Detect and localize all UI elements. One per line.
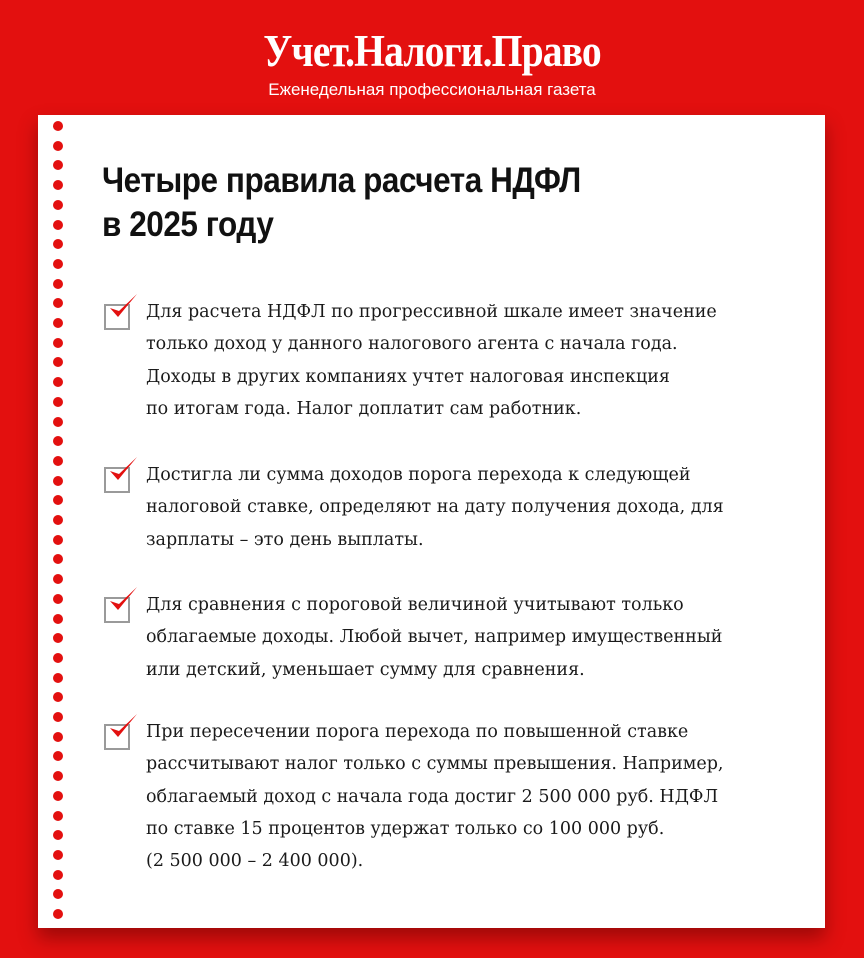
binder-hole: [53, 751, 63, 761]
binder-hole: [53, 279, 63, 289]
binder-hole: [53, 220, 63, 230]
binder-hole: [53, 732, 63, 742]
binder-hole: [53, 870, 63, 880]
rule-text: При пересечении порога перехода по повышенной ставке рассчитывают налог только с суммы превышения. Например, облагаемый доход с начала года достиг 2 500 000 руб. НДФЛ по ставке 15 процентов удержат только со 100 000 руб. (2 500 000 – 2 400 000).: [146, 722, 724, 872]
checkmark-icon: [106, 290, 140, 324]
binder-hole: [53, 554, 63, 564]
rule-text: Для сравнения с пороговой величиной учитывают только облагаемые доходы. Любой вычет, например имущественный или детский, уменьшает сумму для сравнения.: [146, 595, 723, 680]
brand-subtitle: Еженедельная профессиональная газета: [268, 80, 596, 99]
binder-holes: [53, 121, 63, 921]
notepad-sheet: [38, 115, 825, 928]
page-title-line-1: Четыре правила расчета НДФЛ: [102, 161, 581, 200]
page-title-line-2: в 2025 году: [102, 205, 274, 244]
binder-hole: [53, 456, 63, 466]
binder-hole: [53, 692, 63, 702]
binder-hole: [53, 417, 63, 427]
binder-hole: [53, 673, 63, 683]
binder-hole: [53, 495, 63, 505]
binder-hole: [53, 298, 63, 308]
binder-hole: [53, 515, 63, 525]
binder-hole: [53, 653, 63, 663]
binder-hole: [53, 239, 63, 249]
binder-hole: [53, 121, 63, 131]
brand-logo-title: Учет.Налоги.Право: [263, 26, 601, 76]
binder-hole: [53, 476, 63, 486]
binder-hole: [53, 397, 63, 407]
binder-hole: [53, 357, 63, 367]
checkmark-icon: [106, 583, 140, 617]
binder-hole: [53, 909, 63, 919]
binder-hole: [53, 712, 63, 722]
binder-hole: [53, 771, 63, 781]
checkmark-icon: [106, 453, 140, 487]
binder-hole: [53, 180, 63, 190]
binder-hole: [53, 594, 63, 604]
binder-hole: [53, 318, 63, 328]
rule-text: Для расчета НДФЛ по прогрессивной шкале имеет значение только доход у данного налогового агента с начала года. Доходы в других компаниях учтет налоговая инспекция по итогам года. Налог доплатит сам работник.: [146, 302, 717, 419]
binder-hole: [53, 791, 63, 801]
binder-hole: [53, 889, 63, 899]
binder-hole: [53, 200, 63, 210]
masthead: [0, 0, 864, 115]
page-title: [102, 159, 732, 247]
binder-hole: [53, 850, 63, 860]
binder-hole: [53, 535, 63, 545]
binder-hole: [53, 633, 63, 643]
binder-hole: [53, 377, 63, 387]
checkmark-icon: [106, 710, 140, 744]
binder-hole: [53, 338, 63, 348]
binder-hole: [53, 614, 63, 624]
binder-hole: [53, 811, 63, 821]
binder-hole: [53, 259, 63, 269]
binder-hole: [53, 830, 63, 840]
binder-hole: [53, 436, 63, 446]
rule-text: Достигла ли сумма доходов порога перехода к следующей налоговой ставке, определяют на дату получения дохода, для зарплаты – это день выплаты.: [146, 465, 724, 550]
binder-hole: [53, 141, 63, 151]
binder-hole: [53, 574, 63, 584]
binder-hole: [53, 160, 63, 170]
